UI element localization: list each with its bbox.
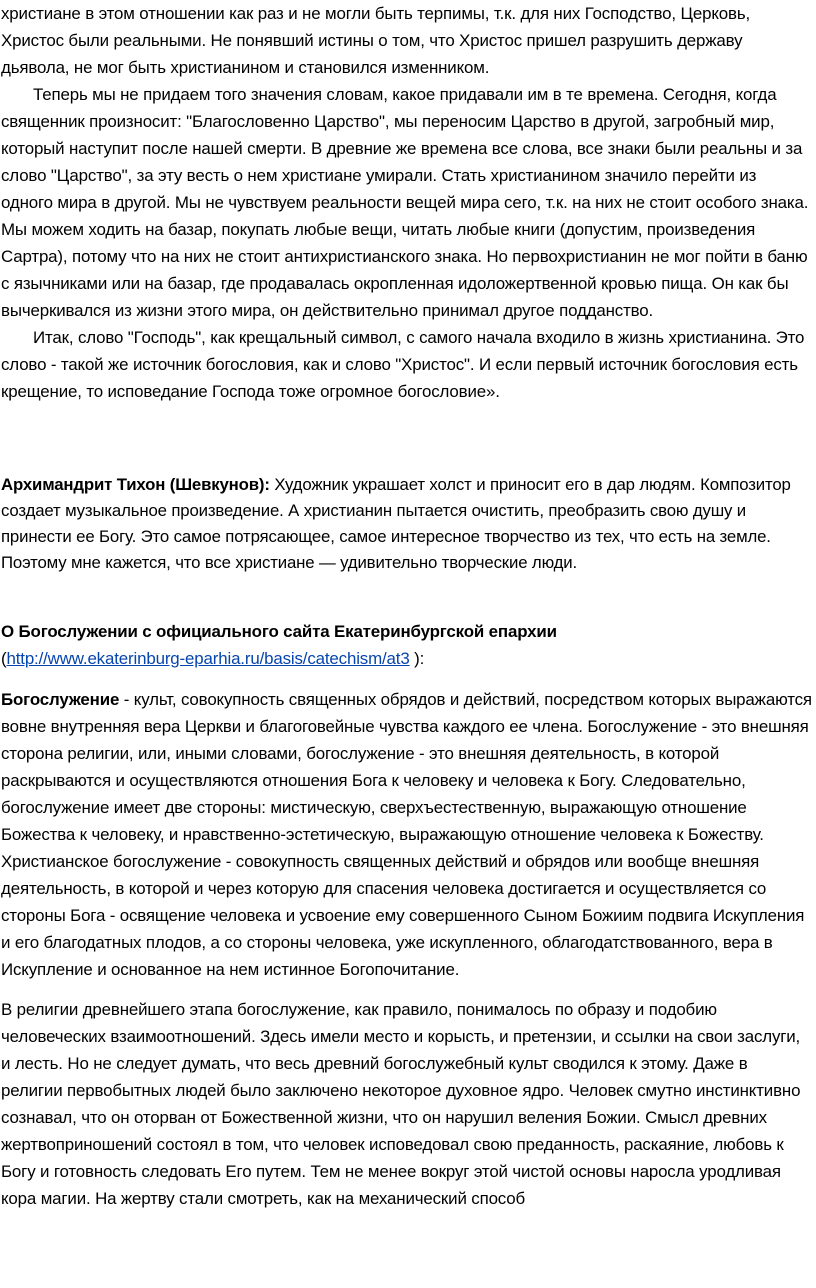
source-heading: О Богослужении с официального сайта Екатеринбургской епархии xyxy=(1,622,557,641)
quote-block xyxy=(1,0,812,405)
quote-paragraph-3: Итак, слово "Господь", как крещальный символ, с самого начала входило в жизнь христианина. Это слово - такой же источник богословия, как и слово "Христос". И если первый источник богословия есть крещение, то исповедание Господа тоже огромное богословие». xyxy=(1,328,805,401)
spacer xyxy=(1,983,812,996)
close-paren: ): xyxy=(409,649,425,668)
definition-paragraph xyxy=(1,686,812,983)
spacer xyxy=(1,576,812,618)
source-citation xyxy=(1,645,812,672)
source-link[interactable]: http://www.ekaterinburg-eparhia.ru/basis/catechism/at3 xyxy=(6,649,410,668)
definition-term: Богослужение xyxy=(1,690,120,709)
tikhon-statement xyxy=(1,472,812,576)
spacer xyxy=(1,405,812,472)
ancient-worship-paragraph: В религии древнейшего этапа богослужение, как правило, понималось по образу и подобию человеческих взаимоотношений. Здесь имели место и корысть, и претензии, и ссылки на свои заслуги, и лесть. Но не следует думать, что весь древний богослужебный культ сводился к этому. Даже в религии первобытных людей было заключено некоторое духовное ядро. Человек смутно инстинктивно сознавал, что он оторван от Божественной жизни, что он нарушил веления Божии. Смысл древних жертвоприношений состоял в том, что человек исповедовал свою преданность, раскаяние, любовь к Богу и готовность следовать Его путем. Тем не менее вокруг этой чистой основы наросла уродливая кора магии. На жертву стали смотреть, как на механический способ xyxy=(1,1000,801,1208)
definition-text: - культ, совокупность священных обрядов и действий, посредством которых выражаются вовне внутренняя вера Церкви и благоговейные чувства каждого ее члена. Богослужение - это внешняя сторона религии, или, иными словами, богослужение - это внешняя деятельность, в которой раскрываются и осуществляются отношения Бога к человеку и человека к Богу. Следовательно, богослужение имеет две стороны: мистическую, сверхъестественную, выражающую отношение Божества к человеку, и нравственно-эстетическую, выражающую отношение человека к Божеству. Христианское богослужение - совокупность священных действий и обрядов или вообще внешняя деятельность, в которой и через которую для спасения человека достигается и осуществляется со стороны Бога - освящение человека и усвоение ему совершенного Сыном Божиим подвига Искупления и его благодатных плодов, а со стороны человека, уже искупленного, облагодатствованного, вера в Искупление и основанное на нем истинное Богопочитание. xyxy=(1,690,812,979)
quote-paragraph-1: христиане в этом отношении как раз и не могли быть терпимы, т.к. для них Господство, Церковь, Христос были реальными. Не понявший истины о том, что Христос пришел разрушить державу дьявола, не мог быть христианином и становился изменником. xyxy=(1,4,751,77)
quote-paragraph-2: Теперь мы не придаем того значения словам, какое придавали им в те времена. Сегодня, когда священник произносит: "Благословенно Царство", мы переносим Царство в другой, загробный мир, который наступит после нашей смерти. В древние же времена все слова, все знаки были реальны и за слово "Царство", за эту весть о нем христиане умирали. Стать христианином значило перейти из одного мира в другой. Мы не чувствуем реальности вещей мира сего, т.к. на них не стоит особого знака. Мы можем ходить на базар, покупать любые вещи, читать любые книги (допустим, произведения Сартра), потому что на них не стоит антихристианского знака. Но первохристианин не мог пойти в баню с язычниками или на базар, где продавалась окропленная идоложертвенной кровью пища. Он как бы вычеркивался из жизни этого мира, он действительно принимал другое подданство. xyxy=(1,85,809,320)
speaker-name: Архимандрит Тихон (Шевкунов): xyxy=(1,475,270,494)
spacer xyxy=(1,672,812,686)
tikhon-text: Художник украшает холст и приносит его в дар людям. Композитор создает музыкальное произведение. А христианин пытается очистить, преобразить свою душу и принести ее Богу. Это самое потрясающее, самое интересное творчество из тех, что есть на земле. Поэтому мне кажется, что все христиане — удивительно творческие люди. xyxy=(1,475,791,572)
open-paren: ( xyxy=(1,649,7,668)
